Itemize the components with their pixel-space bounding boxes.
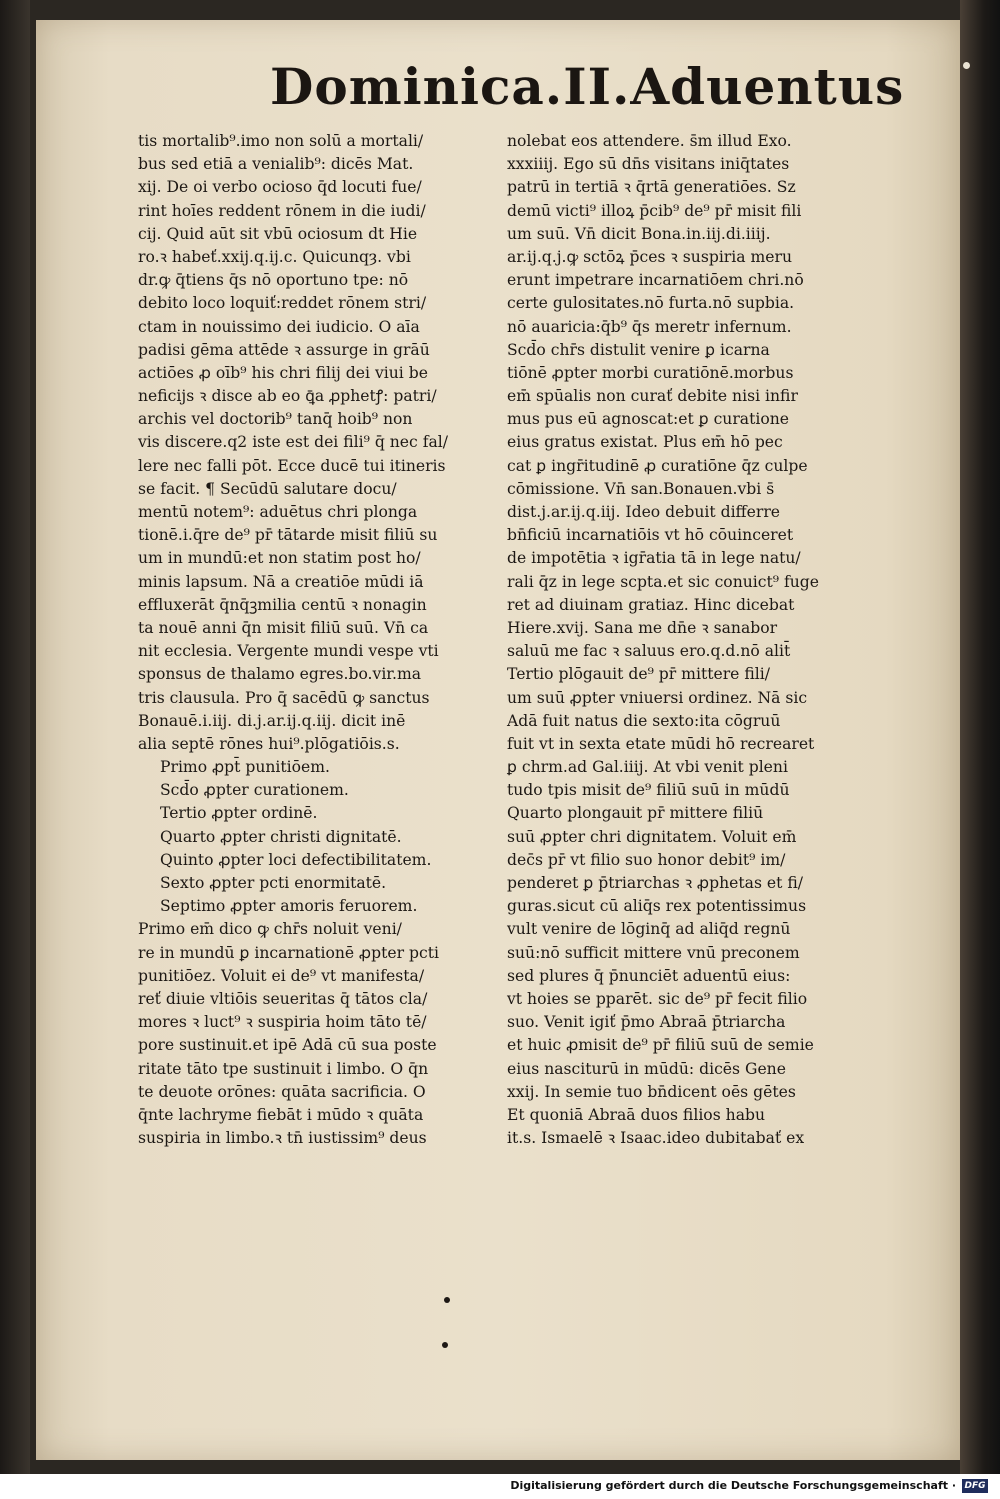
text-line: pore sustinuit.et ipē Adā cū sua poste [138,1036,437,1055]
text-line: minis lapsum. Nā a creatiōe mūdi iā [138,572,424,591]
text-line: demū victi⁹ illoꝝ p̄cib⁹ de⁹ pr̄ misit fili [507,201,802,220]
text-line: Et quoniā Abraā duos filios habu [507,1105,766,1124]
text-line: Scd̄o ꝓpter curationem. [160,781,349,800]
text-line: lere nec falli pōt. Ecce ducē tui itineris [138,456,446,475]
text-line: ctam in nouissimo dei iudicio. O aīa [138,317,420,336]
text-line: tis mortalib⁹.imo non solū a mortali/ [138,132,424,150]
text-line: cat ꝑ ingr̄itudinē ꝓ curatiōne q̄z culpe [507,456,808,475]
text-line: Quarto ꝓpter christi dignitatē. [160,827,402,846]
text-line: nō auaricia:q̄b⁹ q̄s meretr infernum. [507,317,792,336]
text-line: it.s. Ismaelē ꝛ Isaac.ideo dubitabať ex [507,1129,805,1148]
text-line: ret ad diuinam gratiaz. Hinc dicebat [507,595,795,614]
text-line: dec̄s pr̄ vt filio suo honor debit⁹ im/ [507,850,786,869]
text-line: guras.sicut cū aliq̄s rex potentissimus [507,897,807,916]
text-line: cij. Quid aūt sit vbū ociosum dt Hie [138,224,418,243]
text-line: dist.j.ar.ij.q.iij. Ideo debuit differre [507,503,780,521]
text-line: nolebat eos attendere. s̄m illud Exo. [507,132,792,150]
text-line: reť diuie vltiōis seueritas q̄ tātos cla/ [138,989,428,1008]
text-line: ꝑ chrm.ad Gal.iiij. At vbi venit pleni [507,758,788,777]
text-line: um in mundū:et non statim post ho/ [138,549,421,568]
text-line: tionē.i.q̄re de⁹ pr̄ tātarde misit filiū su [138,526,438,545]
text-line: erunt impetrare incarnatiōem chri.nō [507,271,804,290]
text-line: mus pus eū agnoscat:et ꝑ curatione [507,410,790,429]
text-line: um suū. Vn̄ dicit Bona.in.iij.di.iiij. [507,224,771,243]
text-line: suo. Venit igiť p̄mo Abraā p̄triarcha [507,1013,786,1032]
text-line: patrū in tertiā ꝛ q̄rtā generatiōes. Sz [507,178,796,197]
text-line: mentū notem⁹: aduētus chri plonga [138,503,418,521]
text-line: xxij. In semie tuo bn̄dicent oēs gētes [507,1082,796,1101]
text-line: ar.ij.q.j.ꝙ sctōꝝ p̄ces ꝛ suspiria meru [507,247,793,266]
text-line: Quarto plongauit pr̄ mittere filiū [507,804,764,823]
text-line: Tertio plōgauit de⁹ pr̄ mittere fili/ [507,665,770,684]
binding-shadow [0,0,30,1474]
text-line: vt hoies se pparēt. sic de⁹ pr̄ fecit filio [507,989,808,1008]
text-line: Primo ꝓpt̄ punitiōem. [160,758,331,777]
page-mark [442,1342,448,1348]
text-line: et huic ꝓmisit de⁹ pr̄ filiū suū de semie [507,1036,814,1055]
text-line: certe gulositates.nō furta.nō supbia. [507,294,795,313]
text-line: vis discere.q2 iste est dei fili⁹ q̄ nec fal/ [138,433,449,452]
text-line: fuit vt in sexta etate mūdi hō recrearet [507,734,815,753]
text-line: archis vel doctorib⁹ tanq̄ hoib⁹ non [138,410,413,429]
text-line: ritate tāto tpe sustinuit i limbo. O q̄n [138,1059,429,1078]
text-line: mores ꝛ luct⁹ ꝛ suspiria hoim tāto tē/ [138,1013,427,1032]
text-line: tudo tpis misit de⁹ filiū suū in mūdū [507,781,790,800]
text-line: alia septē rōnes hui⁹.plōgatiōis.s. [138,734,400,753]
text-line: penderet ꝑ p̄triarchas ꝛ ꝓphetas et fi/ [507,874,804,892]
text-line: suspiria in limbo.ꝛ tn̄ iustissim⁹ deus [138,1129,427,1148]
right-text-column [507,130,857,1150]
text-line: vult venire de lōginq̄ ad aliq̄d regnū [507,920,791,939]
text-line: cōmissione. Vn̄ san.Bonauen.vbi s̄ [507,479,775,498]
page-mark [444,1297,450,1303]
dfg-logo: DFG [962,1479,988,1493]
text-line: eius gratus existat. Plus em̄ hō pec [507,433,783,452]
text-line: bus sed etiā a venialib⁹: dicēs Mat. [138,155,414,174]
left-text-column [138,130,488,1150]
text-line: neficijs ꝛ disce ab eo ꝗ̄a ꝓphetꝭ: patri/ [138,387,437,406]
text-line: Sexto ꝓpter pcti enormitatē. [160,874,387,892]
funding-credit: Digitalisierung gefördert durch die Deutsche Forschungsgemeinschaft · [510,1479,956,1492]
text-line: sponsus de thalamo egres.bo.vir.ma [138,665,422,684]
text-line: te deuote orōnes: quāta sacrificia. O [138,1082,426,1101]
text-line: effluxerāt q̄nq̄ꝫmilia centū ꝛ nonagin [138,595,427,614]
text-line: rali q̄z in lege scpta.et sic conuict⁹ fuge [507,572,820,591]
text-line: bn̄ficiū incarnatiōis vt hō cōuinceret [507,526,794,545]
text-line: em̄ spūalis non curať debite nisi infir [507,387,798,406]
text-line: q̄nte lachryme fiebāt i mūdo ꝛ quāta [138,1105,424,1124]
text-line: xij. De oi verbo ocioso q̄d locuti fue/ [138,178,422,197]
footer-bar [0,1474,1000,1499]
text-line: Septimo ꝓpter amoris feruorem. [160,897,418,916]
text-line: um suū ꝓpter vniuersi ordinez. Nā sic [507,688,808,707]
text-line: saluū me fac ꝛ saluus ero.q.d.nō alit̄ [507,642,791,661]
text-line: padisi gēma attēde ꝛ assurge in grāū [138,340,430,359]
text-line: tiōnē ꝓpter morbi curatiōnē.morbus [507,363,794,382]
text-line: ta nouē anni q̄n misit filiū suū. Vn̄ ca [138,618,429,637]
text-line: Scd̄o chr̄s distulit venire ꝑ icarna [507,340,770,359]
text-line: re in mundū ꝑ incarnationē ꝓpter pcti [138,943,439,962]
text-line: actiōes ꝓ oīb⁹ his chri filij dei viui be [138,363,428,382]
text-line: eius nasciturū in mūdū: dicēs Gene [507,1059,786,1078]
text-line: xxxiiij. Ego sū dn̄s visitans iniq̄tates [507,155,790,174]
text-line: Hiere.xvij. Sana me dn̄e ꝛ sanabor [507,618,778,637]
text-line: se facit. ¶ Secūdū salutare docu/ [138,479,397,498]
text-line: punitiōez. Voluit ei de⁹ vt manifesta/ [138,966,425,985]
edge-mark [963,62,970,69]
text-line: sed plures q̄ p̄nunciēt aduentū eius: [507,966,791,985]
text-line: rint hoīes reddent rōnem in die iudi/ [138,201,426,220]
text-line: Quinto ꝓpter loci defectibilitatem. [160,850,432,869]
text-line: debito loco loquiť:reddet rōnem stri/ [138,294,427,313]
book-edge [960,0,1000,1474]
text-line: suū:nō sufficit mittere vnū preconem [507,943,800,962]
running-title: Dominica.II.Aduentus [270,57,905,116]
text-line: dr.ꝙ q̄tiens q̄s nō oportuno tpe: nō [138,271,409,290]
text-line: Adā fuit natus die sexto:ita cōgruū [507,711,781,730]
text-line: Bonauē.i.iij. di.j.ar.ij.q.iij. dicit inē [138,711,406,730]
text-line: nit ecclesia. Vergente mundi vespe vti [138,642,439,661]
text-line: tris clausula. Pro q̄ sacēdū ꝙ sanctus [138,688,430,707]
text-line: de impotētia ꝛ igr̄atia tā in lege natu/ [507,549,801,568]
text-line: Primo em̄ dico ꝙ chr̄s noluit veni/ [138,920,402,939]
text-line: Tertio ꝓpter ordinē. [160,804,318,823]
text-line: suū ꝓpter chri dignitatem. Voluit em̄ [507,827,797,846]
text-line: ro.ꝛ habeť.xxij.q.ij.c. Quicunqȝ. vbi [138,247,411,266]
